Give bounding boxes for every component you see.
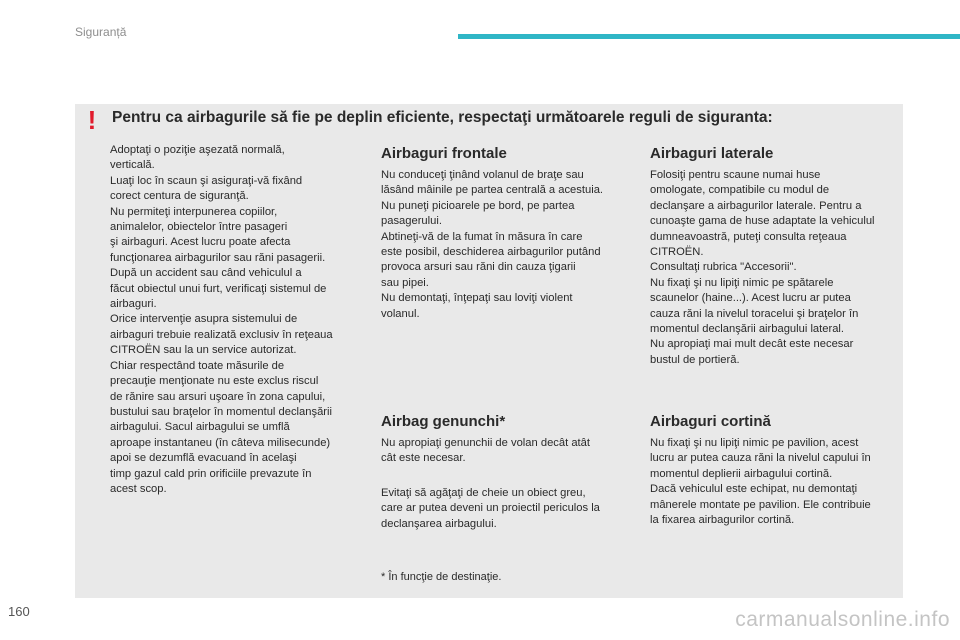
general-rules-text: Adoptaţi o poziţie aşezată normală, verticală. Luaţi loc în scaun şi asiguraţi-vă fixând corect centura de siguranţă. Nu permiteţi interpunerea copiilor, animalelor, obiectelor între pasageri şi airbaguri. Acest lucru poate afecta funcţionarea airbagurilor sau răni pasagerii. După un accident sau când vehiculul a făcut obiectul unui furt, verificaţi sistemul de airbaguri. Orice intervenţie asupra sistemului de airbaguri trebuie realizată exclusiv în reţeaua CITROËN sau la un service autorizat. Chiar respectând toate măsurile de precauţie menţionate nu este exclus riscul de rănire sau arsuri uşoare în zona capului, bustului sau braţelor în momentul declanşării airbagului. Sacul airbagului se umflă aproape instantaneu (în câteva milisecunde) apoi se dezumflă evacuand în acelaşi timp gazul cald prin orificiile prevazute în acest scop. [110,144,333,495]
site-watermark: carmanualsonline.info [735,608,950,631]
frontal-airbags-text: Nu conduceţi ţinând volanul de braţe sau lăsând mâinile pe partea centrală a acestuia. Nu puneţi picioarele pe bord, pe partea pasagerului. Abtineţi-vă de la fumat în măsura în care este posibil, deschiderea airbagurilor putând provoca arsuri sau răni din cauza ţigarii sau pipei. Nu demontaţi, înţepaţi sau loviţi violent volanul. [381,169,604,320]
knee-airbag-heading: Airbag genunchi* [381,413,506,430]
page-number: 160 [8,604,30,619]
frontal-airbags-heading: Airbaguri frontale [381,145,507,162]
footnote: * În funcţie de destinaţie. [381,571,502,583]
knee-airbag-text-1: Nu apropiaţi genunchii de volan decât atât cât este necesar. [381,437,590,465]
panel-headline: Pentru ca airbagurile să fie pe deplin eficiente, respectaţi următoarele reguli de siguranta: [112,109,773,126]
exclamation-icon: ! [87,105,97,135]
curtain-airbags-text: Nu fixaţi şi nu lipiţi nimic pe pavilion, acest lucru ar putea cauza răni la nivelul capului în momentul deplierii airbagului cortină. Dacă vehiculul este echipat, nu demontaţi mânerele montate pe pavilion. Ele contribuie la fixarea airbagurilor cortină. [650,437,871,527]
knee-airbag-text-2: Evitaţi să agăţaţi de cheie un obiect greu, care ar putea deveni un proiectil periculos la declanşarea airbagului. [381,487,600,530]
curtain-airbags-heading: Airbaguri cortină [650,413,771,430]
header-accent-bar [458,34,960,39]
section-title: Siguranță [75,25,127,39]
side-airbags-heading: Airbaguri laterale [650,145,774,162]
side-airbags-text: Folosiţi pentru scaune numai huse omologate, compatibile cu modul de declanşare a airbagurilor laterale. Pentru a cunoaşte gama de huse adaptate la vehiculul dumneavoastră, puteţi consulta reţeaua CITROËN. Consultaţi rubrica "Accesorii". Nu fixaţi şi nu lipiţi nimic pe spătarele scaunelor (haine...). Acest lucru ar putea cauza răni la nivelul toracelui şi braţelor în momentul declanşării airbagului lateral. Nu apropiaţi mai mult decât este necesar bustul de portieră. [650,169,875,366]
